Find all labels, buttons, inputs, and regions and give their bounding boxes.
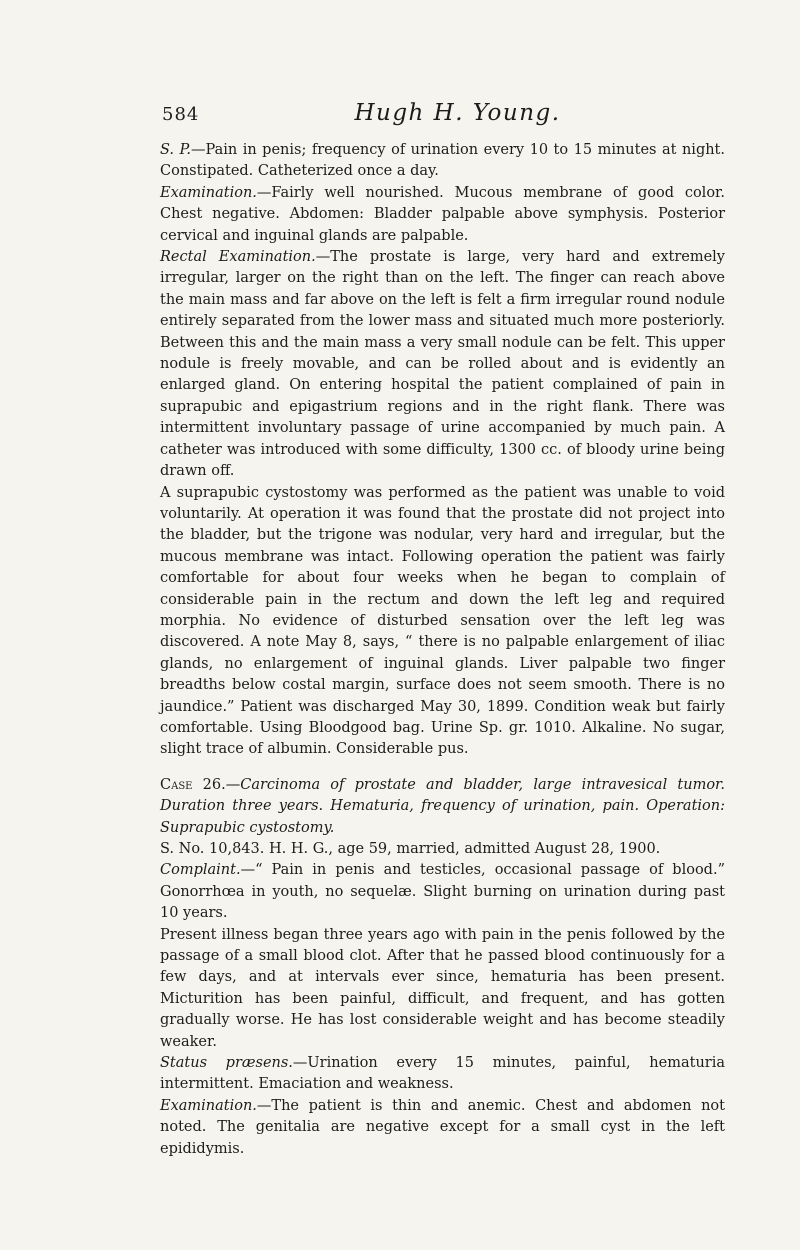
paragraph-admission bbox=[160, 839, 725, 860]
paragraph-text: —Urination every 15 minutes, painful, hematuria intermittent. Emaciation and weakness. bbox=[160, 1055, 725, 1093]
paragraph-examination bbox=[160, 183, 725, 247]
case-heading bbox=[160, 775, 725, 839]
paragraph-lead: Examination. bbox=[160, 1097, 257, 1114]
paragraph-examination-2 bbox=[160, 1096, 725, 1160]
paragraph-text: Present illness began three years ago with pain in the penis followed by the passage of a small blood clot. After that he passed blood continuously for a few days, and at intervals ever since, hematuria has been present. Micturition has been painful, difficult, and frequent, and has gotten gradually worse. He has lost considerable weight and has become steadily weaker. bbox=[160, 926, 725, 1050]
paragraph-text: —“ Pain in penis and testicles, occasional passage of blood.” Gonorrhœa in youth, no sequelæ. Slight burning on urination during past 10 years. bbox=[160, 862, 725, 922]
page-number: 584 bbox=[162, 104, 200, 125]
paragraph-rectal-examination bbox=[160, 247, 725, 482]
paragraph-lead: S. P. bbox=[160, 142, 191, 158]
case-title: —Carcinoma of prostate and bladder, large intravesical tumor. Duration three years. Hematuria, frequency of urination, pain. Operation: Suprapubic cystostomy. bbox=[160, 776, 725, 836]
paragraph-lead: Status præsens. bbox=[160, 1055, 293, 1072]
paragraph-text: —The prostate is large, very hard and extremely irregular, larger on the right than on the left. The finger can reach above the main mass and far above on the left is felt a firm irregular round nodule entirely separated from the lower mass and situated much more posteriorly. Between this and the main mass a very small nodule can be felt. This upper nodule is freely movable, and can be rolled about and is evidently an enlarged gland. On entering hospital the patient complained of pain in suprapubic and epigastrium regions and in the right flank. There was intermittent involuntary passage of urine accompanied by much pain. A catheter was introduced with some difficulty, 1300 cc. of bloody urine being drawn off. bbox=[160, 249, 726, 480]
paragraph-lead: Examination. bbox=[160, 184, 257, 201]
paragraph-sp bbox=[160, 140, 725, 183]
paragraph-lead: Rectal Examination. bbox=[160, 249, 316, 266]
paragraph-text: S. No. 10,843. H. H. G., age 59, married, admitted August 28, 1900. bbox=[160, 841, 661, 857]
paragraph-present-illness bbox=[160, 925, 725, 1053]
paragraph-text: —Pain in penis; frequency of urination every 10 to 15 minutes at night. Constipated. Catheterized once a day. bbox=[160, 142, 725, 180]
paragraph-lead: Complaint. bbox=[160, 862, 241, 879]
running-head: Hugh H. Young. bbox=[354, 100, 561, 126]
paragraph-operation bbox=[160, 483, 725, 761]
case-label: Case 26. bbox=[160, 776, 226, 793]
paragraph-text: —Fairly well nourished. Mucous membrane of good color. Chest negative. Abdomen: Bladder palpable above symphysis. Posterior cervical and inguinal glands are palpable. bbox=[160, 184, 725, 244]
paragraph-text: —The patient is thin and anemic. Chest and abdomen not noted. The genitalia are negative except for a small cyst in the left epididymis. bbox=[160, 1097, 725, 1157]
paragraph-complaint bbox=[160, 860, 725, 924]
page-header bbox=[160, 100, 725, 130]
paragraph-text: A suprapubic cystostomy was performed as the patient was unable to void voluntarily. At operation it was found that the prostate did not project into the bladder, but the trigone was nodular, very hard and irregular, but the mucous membrane was intact. Following operation the patient was fairly comfortable for about four weeks when he began to complain of considerable pain in the rectum and down the left leg and required morphia. No evidence of disturbed sensation over the left leg was discovered. A note May 8, says, “ there is no palpable enlargement of iliac glands, no enlargement of inguinal glands. Liver palpable two finger breadths below costal margin, surface does not seem smooth. There is no jaundice.” Patient was discharged May 30, 1899. Condition weak but fairly comfortable. Using Bloodgood bag. Urine Sp. gr. 1010. Alkaline. No sugar, slight trace of albumin. Considerable pus. bbox=[160, 484, 725, 758]
paragraph-status-praesens bbox=[160, 1053, 725, 1096]
body-text bbox=[160, 140, 725, 1160]
